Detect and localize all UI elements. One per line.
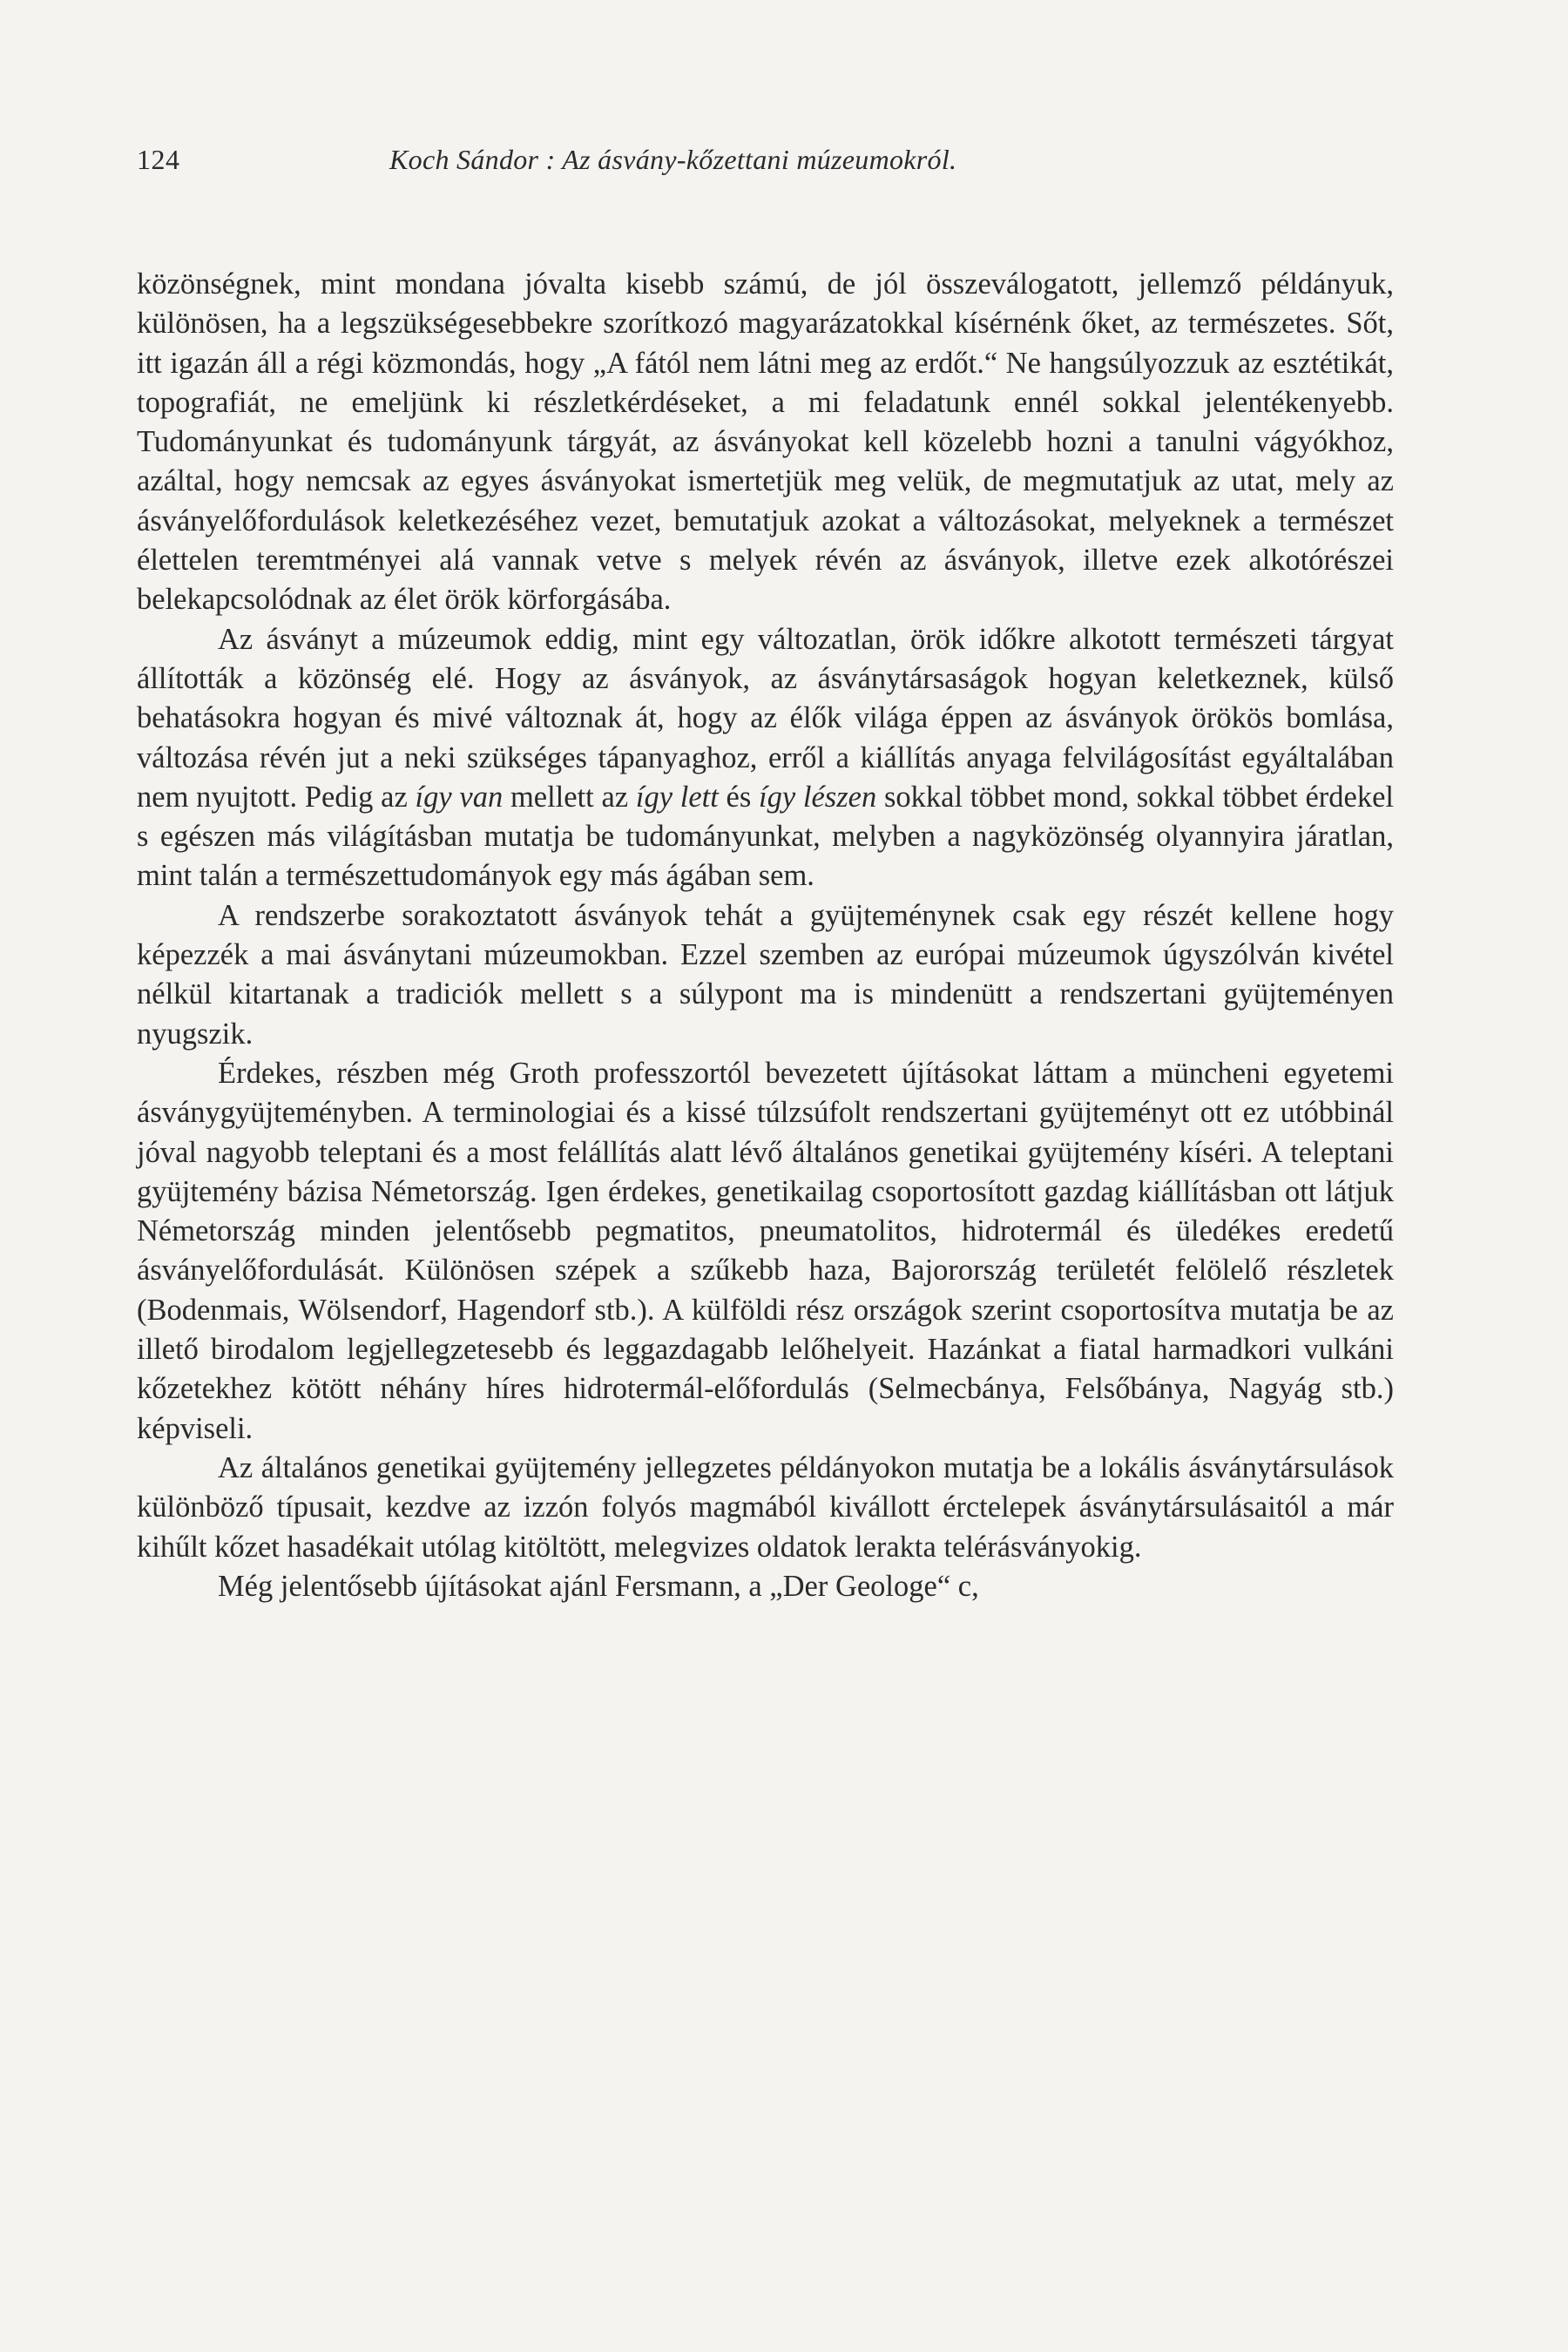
paragraph-text: sokkal többet mond, sokkal többet érdekel s egészen más világításban mutatja be tudományunkat, melyben a nagyközönség olyannyira járatlan, mint talán a természettudományok egy más ágában sem. <box>137 780 1394 893</box>
paragraph-text: és <box>718 780 760 814</box>
paragraph-text: Még jelentősebb újításokat ajánl Fersmann, a „Der Geologe“ c, <box>218 1569 979 1603</box>
paragraph-1 <box>137 265 1394 620</box>
paragraph-text: Az ásványt a múzeumok eddig, mint egy változatlan, örök időkre alkotott természeti tárgyat állították a közönség elé. Hogy az ásványok, az ásványtársaságok hogyan keletkeznek, külső behatásokra hogyan és mivé változnak át, hogy az élők világa éppen az ásványok örökös bomlása, változása révén jut a neki szükséges tápanyaghoz, erről a kiállítás anyaga felvilágosítást egyáltalában nem nyujtott. Pedig az <box>137 622 1394 814</box>
body-text <box>137 265 1394 1606</box>
italic-phrase-igy-van: így van <box>415 780 504 814</box>
paragraph-5 <box>137 1449 1394 1567</box>
paragraph-text: közönségnek, mint mondana jóvalta kisebb számú, de jól összeválogatott, jellemző példányuk, különösen, ha a legszükségesebbekre szorítkozó magyarázatokkal kísérnénk őket, az természetes. Sőt, itt igazán áll a régi közmondás, hogy „A fától nem látni meg az erdőt.“ Ne hangsúlyozzuk az esztétikát, topografiát, ne emeljünk ki részletkérdéseket, a mi feladatunk ennél sokkal jelentékenyebb. Tudományunkat és tudományunk tárgyát, az ásványokat kell közelebb hozni a tanulni vágyókhoz, azáltal, hogy nemcsak az egyes ásványokat ismertetjük meg velük, de megmutatjuk az utat, mely az ásványelőfordulások keletkezéséhez vezet, bemutatjuk azokat a változásokat, melyeknek a természet élettelen teremtményei alá vannak vetve s melyek révén az ásványok, illetve ezek alkotórészei belekapcsolódnak az élet örök körforgásába. <box>137 267 1394 617</box>
paragraph-4 <box>137 1054 1394 1449</box>
paragraph-text: Az általános genetikai gyüjtemény jellegzetes példányokon mutatja be a lokális ásványtársulások különböző típusait, kezdve az izzón folyós magmából kivállott érctelepek ásványtársulásaitól a már kihűlt kőzet hasadékait utólag kitöltött, melegvizes oldatok lerakta telérásványokig. <box>137 1450 1394 1564</box>
paragraph-text: A rendszerbe sorakoztatott ásványok tehát a gyüjteménynek csak egy részét kellene hogy képezzék a mai ásványtani múzeumokban. Ezzel szemben az európai múzeumok úgyszólván kivétel nélkül kitartanak a tradiciók mellett s a súlypont ma is mindenütt a rendszertani gyüjteményen nyugszik. <box>137 898 1394 1051</box>
paragraph-3 <box>137 896 1394 1054</box>
paragraph-6 <box>137 1567 1394 1606</box>
paragraph-text: mellett az <box>503 780 636 814</box>
paragraph-text: Érdekes, részben még Groth professzortól bevezetett újításokat láttam a müncheni egyetemi ásványgyüjteményben. A terminologiai és a kissé túlzsúfolt rendszertani gyüjteményt ott ez utóbbinál jóval nagyobb teleptani és a most felállítás alatt lévő általános genetikai gyüjtemény kíséri. A teleptani gyüjtemény bázisa Németország. Igen érdekes, genetikailag csoportosított gazdag kiállításban ott látjuk Németország minden jelentősebb pegmatitos, pneumatolitos, hidrotermál és üledékes eredetű ásványelőfordulását. Különösen szépek a szűkebb haza, Bajorország területét felölelő részletek (Bodenmais, Wölsendorf, Hagendorf stb.). A külföldi rész országok szerint csoportosítva mutatja be az illető birodalom legjellegzetesebb és leggazdagabb lelőhelyeit. Hazánkat a fiatal harmadkori vulkáni kőzetekhez kötött néhány híres hidrotermál-előfordulás (Selmecbánya, Felsőbánya, Nagyág stb.) képviseli. <box>137 1056 1394 1445</box>
page-header <box>137 144 1400 187</box>
page-number: 124 <box>137 144 180 175</box>
italic-phrase-igy-leszen: így lészen <box>759 780 877 814</box>
paragraph-2 <box>137 620 1394 896</box>
running-title: Koch Sándor : Az ásvány-kőzettani múzeumokról. <box>389 144 957 175</box>
italic-phrase-igy-lett: így lett <box>635 780 719 814</box>
